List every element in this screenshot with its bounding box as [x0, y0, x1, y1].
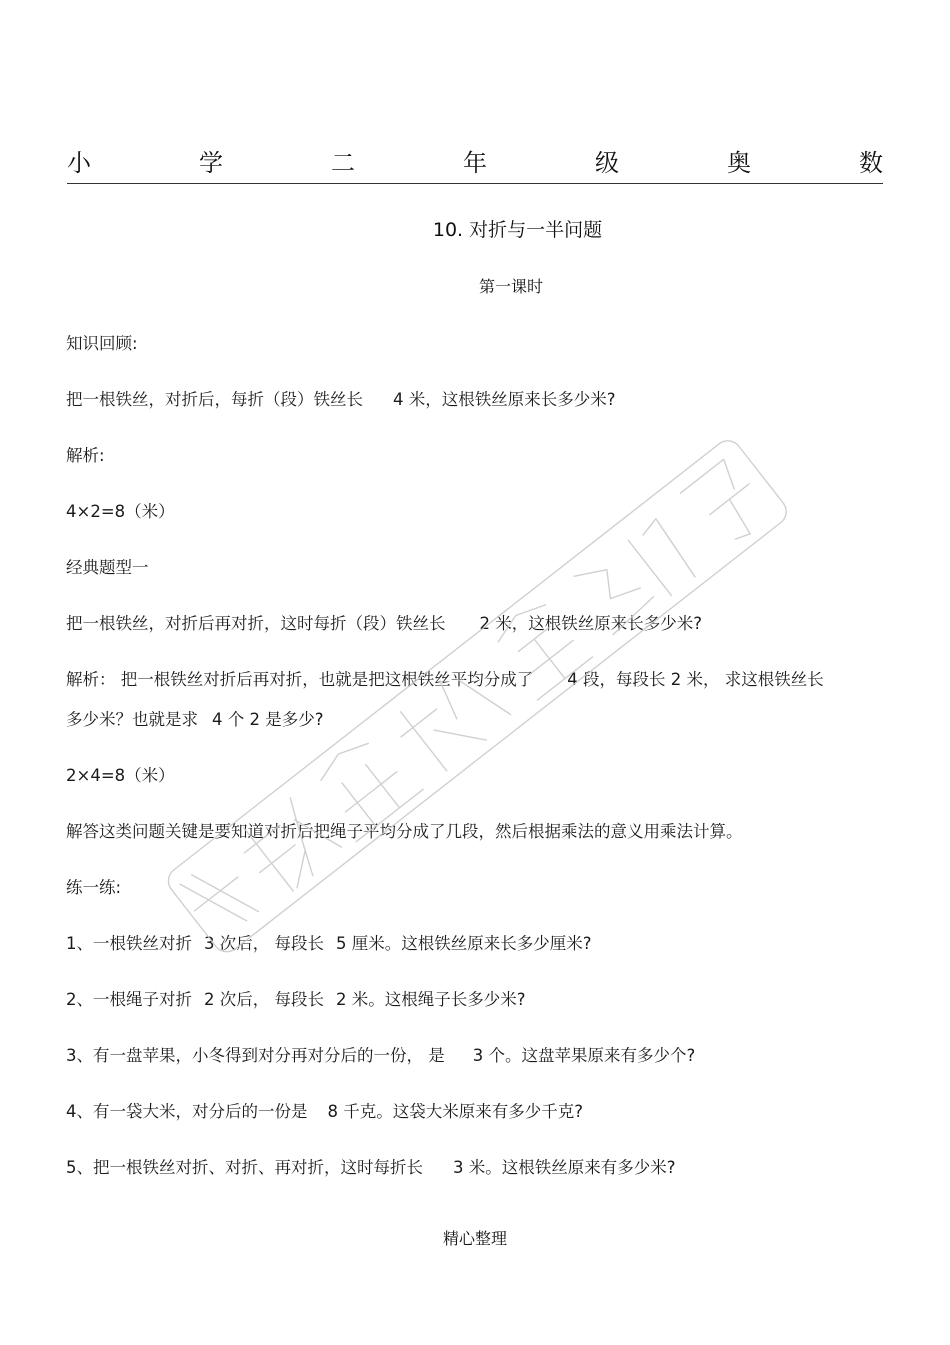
practice-item-text: 5 厘米。这根铁丝原来长多少厘米? [336, 934, 592, 953]
practice-item-text: 8 千克。这袋大米原来有多少千克? [327, 1102, 584, 1121]
review-problem-part2: 4 米，这根铁丝原来长多少米? [393, 390, 616, 409]
header-char: 奥 [727, 148, 751, 177]
classic-formula: 2×4=8（米） [66, 766, 175, 785]
practice-item-text: 4、有一袋大米，对分后的一份是 [66, 1102, 308, 1121]
practice-item-text: 3、有一盘苹果，小冬得到对分再对分后的一份， 是 [66, 1046, 445, 1065]
practice-item-4 [66, 1098, 583, 1122]
header-char: 学 [199, 148, 223, 177]
lesson-subtitle: 第一课时 [478, 277, 543, 296]
header-char: 年 [463, 148, 487, 177]
classic-problem [66, 610, 702, 634]
practice-item-text: 2、一根绳子对折 [66, 990, 192, 1009]
review-problem [66, 386, 616, 410]
practice-item-3 [66, 1042, 695, 1066]
header-divider [67, 183, 883, 184]
practice-item-text: 1、一根铁丝对折 [66, 934, 192, 953]
header-char: 数 [859, 148, 883, 177]
page-footer: 精心整理 [442, 1229, 507, 1248]
lesson-title: 10. 对折与一半问题 [432, 219, 603, 241]
classic-key-point: 解答这类问题关键是要知道对折后把绳子平均分成了几段，然后根据乘法的意义用乘法计算。 [66, 822, 743, 841]
classic-analysis-line1 [66, 666, 824, 690]
practice-item-text: 2 米。这根绳子长多少米? [336, 990, 526, 1009]
header-banner [67, 143, 883, 177]
classic-problem-part2: 2 米，这根铁丝原来长多少米? [479, 614, 703, 633]
classic-analysis-part4: 4 个 2 是多少? [212, 710, 324, 729]
classic-analysis-part1: 解析： 把一根铁丝对折后再对折，也就是把这根铁丝平均分成了 [66, 670, 534, 689]
header-char: 级 [595, 148, 619, 177]
classic-heading: 经典题型一 [66, 558, 149, 577]
practice-item-5 [66, 1154, 676, 1178]
practice-item-text: 3 次后， 每段长 [204, 934, 324, 953]
review-formula: 4×2=8（米） [66, 502, 175, 521]
review-analysis-label: 解析: [66, 446, 105, 465]
review-problem-part1: 把一根铁丝，对折后，每折（段）铁丝长 [66, 390, 363, 409]
header-char: 小 [67, 148, 91, 177]
practice-item-text: 3 米。这根铁丝原来有多少米? [453, 1158, 676, 1177]
practice-item-text: 3 个。这盘苹果原来有多少个? [472, 1046, 696, 1065]
practice-heading: 练一练: [66, 878, 122, 897]
review-heading: 知识回顾: [66, 334, 138, 353]
classic-analysis-part2: 4 段，每段长 2 米， 求这根铁丝长 [567, 670, 824, 689]
practice-item-1 [66, 930, 592, 954]
practice-item-2 [66, 986, 526, 1010]
practice-item-text: 5、把一根铁丝对折、对折、再对折，这时每折长 [66, 1158, 423, 1177]
header-char: 二 [331, 148, 355, 177]
classic-analysis-line2 [66, 706, 324, 730]
classic-analysis-part3: 多少米？也就是求 [66, 710, 198, 729]
practice-item-text: 2 次后， 每段长 [204, 990, 324, 1009]
classic-problem-part1: 把一根铁丝，对折后再对折，这时每折（段）铁丝长 [66, 614, 446, 633]
